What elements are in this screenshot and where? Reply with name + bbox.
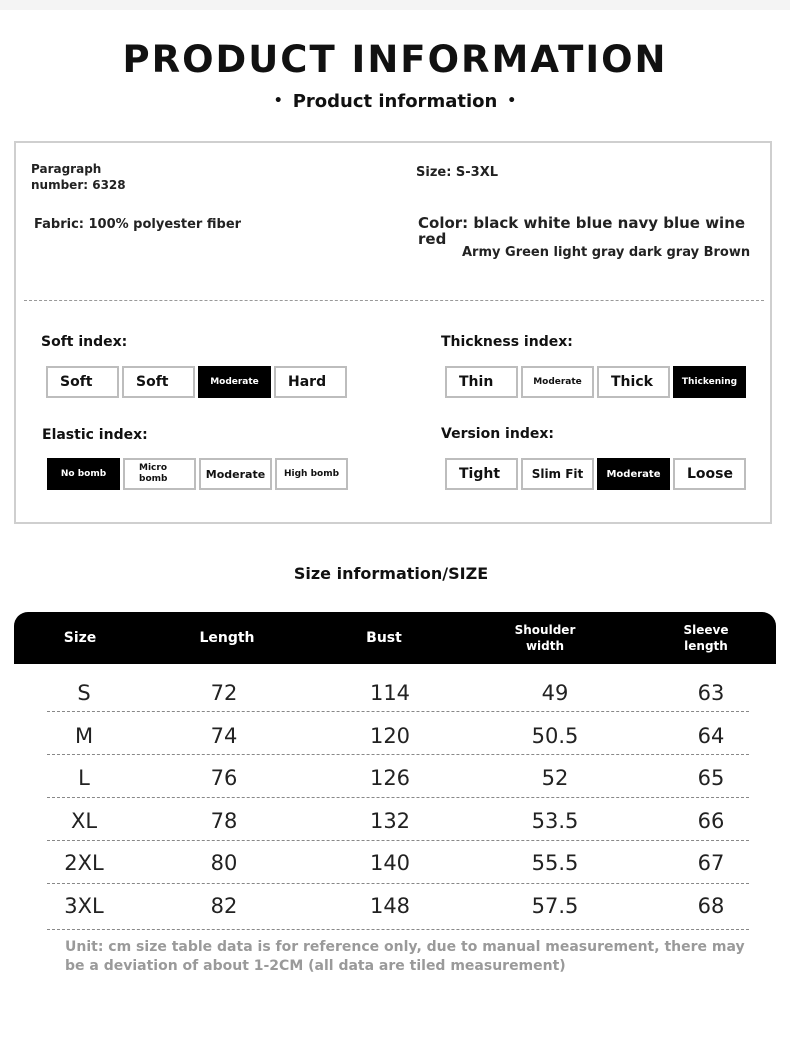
cell-length: 72: [210, 681, 238, 705]
thickness-index-scale: [445, 366, 746, 398]
thickness-option-thick: Thick: [597, 366, 670, 398]
cell-shoulder: 52: [541, 766, 569, 790]
cell-size: 2XL: [64, 851, 104, 875]
table-row: [0, 842, 790, 884]
row-divider: [47, 711, 749, 712]
version-option-loose: Loose: [673, 458, 746, 490]
header-shoulder-width: Shoulder width: [514, 623, 576, 653]
cell-size: XL: [70, 809, 98, 833]
cell-bust: 126: [369, 766, 411, 790]
cell-shoulder: 50.5: [531, 724, 579, 748]
thickness-option-moderate: Moderate: [521, 366, 594, 398]
cell-size: 3XL: [64, 894, 104, 918]
elastic-option-moderate: Moderate: [199, 458, 272, 490]
elastic-index-scale: [47, 458, 348, 490]
page-subtitle: [0, 91, 790, 112]
cell-bust: 140: [369, 851, 411, 875]
soft-index-title: Soft index:: [41, 334, 128, 350]
table-row: [0, 885, 790, 927]
cell-length: 82: [210, 894, 238, 918]
section-divider: [24, 300, 764, 301]
thickness-option-thin: Thin: [445, 366, 518, 398]
cell-size: L: [78, 766, 90, 790]
color-info-line2: Army Green light gray dark gray Brown: [462, 245, 751, 260]
version-index-scale: [445, 458, 746, 490]
product-info-box: [14, 141, 772, 524]
top-strip: [0, 0, 790, 10]
header-length: Length: [199, 630, 255, 646]
cell-bust: 132: [369, 809, 411, 833]
cell-length: 80: [210, 851, 238, 875]
row-divider: [47, 754, 749, 755]
table-row: [0, 757, 790, 799]
color-info-line1: Color: black white blue navy blue wine red: [418, 214, 746, 248]
cell-bust: 148: [369, 894, 411, 918]
table-row: [0, 800, 790, 842]
row-divider: [47, 883, 749, 884]
cell-shoulder: 55.5: [531, 851, 579, 875]
cell-sleeve: 65: [697, 766, 725, 790]
page-title: PRODUCT INFORMATION: [122, 38, 668, 81]
elastic-option-high-bomb: High bomb: [275, 458, 348, 490]
soft-option-2: Soft: [122, 366, 195, 398]
cell-size: M: [74, 724, 94, 748]
header-size: Size: [63, 630, 97, 646]
cell-shoulder: 53.5: [531, 809, 579, 833]
cell-length: 78: [210, 809, 238, 833]
table-row: [0, 715, 790, 757]
subtitle-text: Product information: [292, 91, 498, 112]
size-table-heading: Size information/SIZE: [293, 564, 489, 583]
version-option-moderate: Moderate: [597, 458, 670, 490]
table-row: [0, 672, 790, 714]
cell-shoulder: 49: [541, 681, 569, 705]
fabric-info: Fabric: 100% polyester fiber: [34, 217, 242, 232]
soft-option-1: Soft: [46, 366, 119, 398]
soft-option-hard: Hard: [274, 366, 347, 398]
header-bust: Bust: [366, 630, 402, 646]
elastic-option-micro-bomb: Micro bomb: [123, 458, 196, 490]
row-divider: [47, 797, 749, 798]
row-divider: [47, 929, 749, 930]
cell-sleeve: 63: [697, 681, 725, 705]
version-option-tight: Tight: [445, 458, 518, 490]
header-sleeve-length: Sleeve length: [683, 623, 729, 653]
cell-sleeve: 67: [697, 851, 725, 875]
soft-index-scale: [46, 366, 347, 398]
version-index-title: Version index:: [441, 426, 554, 442]
size-table-header: [14, 612, 776, 664]
measurement-note: Unit: cm size table data is for reference only, due to manual measurement, there may be a deviation of about 1-2CM (all data are tiled measurement): [65, 939, 745, 974]
elastic-option-no-bomb: No bomb: [47, 458, 120, 490]
paragraph-number: Paragraph number: 6328: [31, 162, 126, 192]
size-range: Size: S-3XL: [416, 165, 499, 180]
bullet-right: •: [507, 93, 517, 109]
cell-size: S: [77, 681, 91, 705]
cell-length: 74: [210, 724, 238, 748]
thickness-index-title: Thickness index:: [441, 334, 573, 350]
cell-bust: 114: [369, 681, 411, 705]
cell-bust: 120: [369, 724, 411, 748]
bullet-left: •: [273, 93, 283, 109]
row-divider: [47, 840, 749, 841]
cell-length: 76: [210, 766, 238, 790]
thickness-option-thickening: Thickening: [673, 366, 746, 398]
soft-option-moderate: Moderate: [198, 366, 271, 398]
elastic-index-title: Elastic index:: [42, 427, 148, 443]
cell-sleeve: 66: [697, 809, 725, 833]
version-option-slim-fit: Slim Fit: [521, 458, 594, 490]
cell-sleeve: 68: [697, 894, 725, 918]
cell-sleeve: 64: [697, 724, 725, 748]
cell-shoulder: 57.5: [531, 894, 579, 918]
